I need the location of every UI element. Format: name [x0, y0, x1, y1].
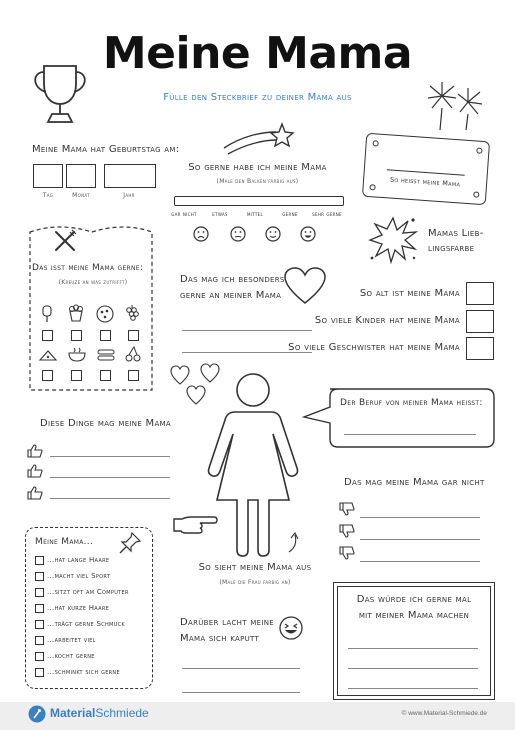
cherries-icon [125, 346, 141, 362]
favorite-color-label-1: Mamas Lieb- [428, 228, 484, 239]
checklist-checkbox[interactable] [35, 668, 44, 677]
page-title: Meine Mama [102, 28, 413, 79]
siblings-label: So viele Geschwister hat meine Mama [288, 342, 460, 353]
laughing-face-icon [279, 616, 303, 640]
laughs-label-2: Mama sich kaputt [180, 633, 260, 644]
name-plate[interactable] [362, 133, 490, 205]
checklist-checkbox[interactable] [35, 556, 44, 565]
page-subtitle: Fülle den Steckbrief zu deiner Mama aus [163, 92, 352, 103]
splash-icon[interactable] [366, 212, 420, 266]
thumbs-up-icon [27, 444, 43, 458]
pizza-icon [96, 305, 114, 323]
looks-label: So sieht meine Mama aus [198, 562, 312, 573]
scale-step-3: gerne [282, 211, 298, 218]
children-box[interactable] [466, 310, 494, 333]
things-liked-line-2[interactable] [50, 477, 170, 478]
cheese-icon [39, 348, 57, 362]
scale-step-1: etwas [212, 211, 228, 218]
wish-label-2: mit meiner Mama machen [358, 610, 470, 621]
wish-line-1[interactable] [348, 648, 478, 649]
food-checkbox-2[interactable] [71, 330, 82, 341]
dislikes-line-3[interactable] [360, 561, 480, 562]
laughs-line-1[interactable] [182, 668, 300, 669]
scale-step-2: mittel [246, 211, 263, 218]
likes-about-line-1[interactable] [182, 330, 312, 331]
things-liked-label: Diese Dinge mag meine Mama [40, 418, 171, 429]
birthday-month-label: Monat [72, 192, 90, 199]
likes-about-label-2: gerne an meiner Mama [180, 290, 282, 301]
love-scale-hint: (Male den Balken farbig aus) [216, 178, 299, 185]
name-plate-label: So heißt meine Mama [389, 175, 461, 189]
checklist-item: ...arbeitet viel [47, 636, 96, 644]
things-liked-line-3[interactable] [50, 498, 170, 499]
brand-name [50, 706, 149, 720]
thumbs-up-icon [27, 464, 43, 478]
brand-name-part1: Material [50, 706, 96, 720]
thumbs-up-icon [27, 486, 43, 500]
looks-hint: (Male die Frau farbig an) [219, 579, 291, 586]
birthday-year-label: Jahr [123, 192, 135, 199]
laughs-line-2[interactable] [182, 692, 300, 693]
pointing-hand-icon [172, 513, 218, 537]
checklist-checkbox[interactable] [35, 588, 44, 597]
children-label: So viele Kinder hat meine Mama [314, 315, 460, 326]
pin-icon [118, 531, 142, 555]
food-label: Das isst meine Mama gerne: [32, 263, 144, 273]
job-line[interactable] [344, 434, 476, 435]
food-checkbox-3[interactable] [100, 330, 111, 341]
birthday-year-box[interactable] [104, 164, 156, 188]
woman-figure[interactable] [205, 372, 301, 558]
checklist-item: ...sitzt oft am Computer [47, 588, 129, 596]
sandwich-icon [97, 348, 115, 362]
checklist-item: ...hat lange Haare [47, 556, 110, 564]
birthday-month-box[interactable] [66, 164, 96, 188]
scale-step-4: sehr gerne [312, 211, 342, 218]
love-scale-bar[interactable] [174, 196, 344, 206]
dislikes-label: Das mag meine Mama gar nicht [344, 477, 485, 488]
thumbs-down-icon [339, 524, 355, 538]
things-liked-line-1[interactable] [50, 456, 170, 457]
unsure-face-icon [230, 226, 246, 242]
age-box[interactable] [466, 282, 494, 305]
wish-line-3[interactable] [348, 688, 478, 689]
siblings-box[interactable] [466, 337, 494, 360]
smile-face-icon [265, 226, 281, 242]
likes-about-label-1: Das mag ich besonders [180, 274, 285, 285]
ice-cream-icon [41, 305, 53, 323]
checklist-item: ...schminkt sich gerne [47, 668, 120, 676]
wish-label-1: Das würde ich gerne mal [356, 594, 472, 605]
food-checkbox-8[interactable] [128, 370, 139, 381]
arrow-icon [286, 532, 302, 554]
brand-logo-icon [28, 705, 46, 723]
job-label: Der Beruf von meiner Mama heißt: [340, 398, 483, 408]
checklist-checkbox[interactable] [35, 604, 44, 613]
dislikes-line-2[interactable] [360, 539, 480, 540]
thumbs-down-icon [339, 546, 355, 560]
grapes-icon [124, 304, 140, 322]
checklist-title: Meine Mama... [35, 537, 94, 547]
laughs-label-1: Darüber lacht meine [180, 617, 274, 628]
thumbs-down-icon [339, 502, 355, 516]
food-checkbox-7[interactable] [100, 370, 111, 381]
food-checkbox-6[interactable] [71, 370, 82, 381]
food-checkbox-5[interactable] [42, 370, 53, 381]
wish-line-2[interactable] [348, 668, 478, 669]
shooting-star-icon [222, 122, 294, 156]
food-checkbox-1[interactable] [42, 330, 53, 341]
footer-url: © www.Material-Schmiede.de [401, 710, 487, 717]
checklist-item: ...kocht gerne [47, 652, 95, 660]
popcorn-icon [68, 304, 84, 322]
checklist-checkbox[interactable] [35, 636, 44, 645]
checklist-item: ...macht viel Sport [47, 572, 111, 580]
soup-icon [68, 347, 86, 362]
brand-name-part2: Schmiede [95, 706, 149, 720]
love-scale-label: So gerne habe ich meine Mama [188, 162, 327, 173]
checklist-item: ...trägt gerne Schmuck [47, 620, 125, 628]
checklist-item: ...hat kurze Haare [47, 604, 110, 612]
heart-icon [284, 267, 326, 305]
checklist-checkbox[interactable] [35, 620, 44, 629]
fireworks-icon [420, 76, 490, 132]
age-label: So alt ist meine Mama [359, 288, 460, 299]
scale-step-0: gar nicht [171, 211, 197, 218]
big-smile-face-icon [300, 226, 316, 242]
food-checkbox-4[interactable] [128, 330, 139, 341]
dislikes-line-1[interactable] [360, 517, 480, 518]
fork-knife-icon [52, 228, 78, 254]
checklist-checkbox[interactable] [35, 572, 44, 581]
birthday-day-label: Tag [42, 192, 54, 199]
birthday-day-box[interactable] [33, 164, 63, 188]
food-hint: (Kreuze an was zutrifft) [58, 279, 128, 286]
sad-face-icon [193, 226, 209, 242]
checklist-checkbox[interactable] [35, 652, 44, 661]
favorite-color-label-2: lingsfarbe [428, 243, 475, 254]
birthday-label: Meine Mama hat Geburtstag am: [32, 144, 180, 155]
trophy-icon [30, 62, 90, 126]
speech-bubble-icon[interactable] [300, 387, 496, 449]
